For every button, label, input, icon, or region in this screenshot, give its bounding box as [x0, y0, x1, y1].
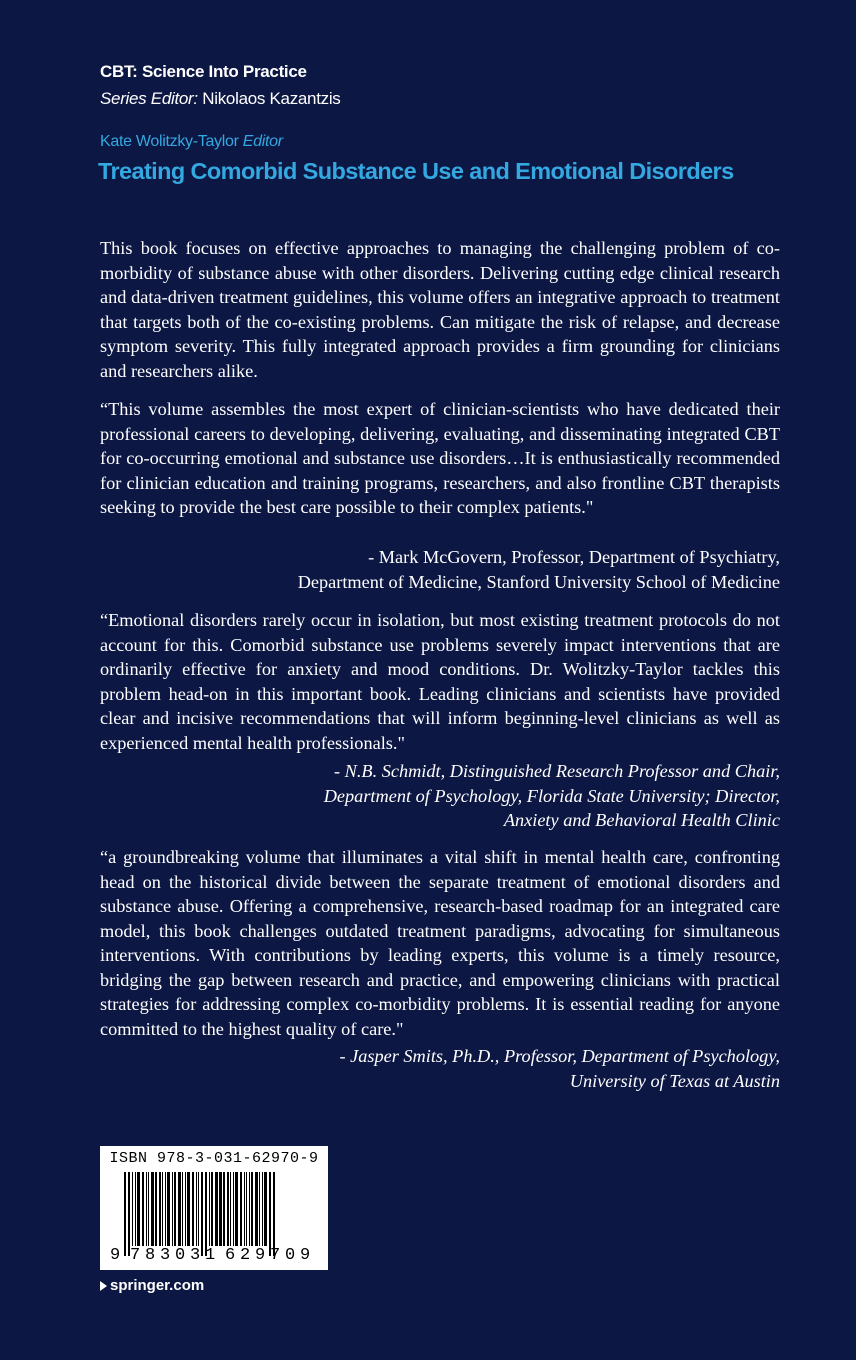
attribution-line: University of Texas at Austin	[569, 1070, 780, 1091]
barcode-bar	[146, 1172, 147, 1246]
barcode-bar	[198, 1172, 199, 1246]
barcode-bar	[215, 1172, 218, 1246]
barcode-bar	[192, 1172, 194, 1246]
barcode-bar	[137, 1172, 140, 1246]
endorsement-quote-2: “Emotional disorders rarely occur in isolation, but most existing treatment protocols do not account for this. Comorbid substance use problems severely impact interventions that are ordinarily effective for anxiety and mood conditions. Dr. Wolitzky-Taylor tackles this problem head-on in this important book. Leading clinicians and scientists have provided clear and incisive recommendations that will inform beginning-level clinicians as well as experienced mental health professionals."	[100, 610, 780, 753]
barcode-bar	[155, 1172, 157, 1246]
barcode-bar	[259, 1172, 260, 1246]
barcode-bar	[273, 1172, 275, 1256]
barcode-bar	[162, 1172, 163, 1246]
barcode-bar	[178, 1172, 181, 1246]
barcode-bar	[172, 1172, 173, 1246]
book-editor-role: Editor	[242, 133, 283, 150]
series-editor-name: Nikolaos Kazantzis	[202, 89, 341, 108]
barcode-bar	[187, 1172, 190, 1246]
attribution-line: - N.B. Schmidt, Distinguished Research Professor and Chair,	[333, 761, 780, 781]
barcode-bar	[209, 1172, 210, 1246]
isbn-barcode	[100, 1146, 328, 1270]
barcode-bar	[230, 1172, 231, 1246]
barcode-bar	[182, 1172, 183, 1246]
springer-link-text: springer.com	[110, 1277, 205, 1294]
endorsement-quote-1: “This volume assembles the most expert of clinician-scientists who have dedicated their professional careers to developing, delivering, evaluating, and disseminating integrated CBT for co-occurring emotional and substance use disorders…It is enthusiastically recommended for clinician education and training programs, researchers, and also frontline CBT therapists seeking to provide the best care possible to their complex patients."	[100, 399, 780, 517]
book-title: Treating Comorbid Substance Use and Emotional Disorders	[98, 158, 734, 184]
endorsement-attribution-3	[100, 1044, 780, 1093]
attribution-line: Department of Psychology, Florida State University; Director,	[323, 785, 780, 806]
barcode-bar	[196, 1172, 197, 1246]
barcode-bar	[246, 1172, 247, 1246]
barcode-bar	[124, 1172, 126, 1256]
barcode-bar	[262, 1172, 263, 1246]
barcode-bar	[148, 1172, 149, 1246]
barcode-bar	[235, 1172, 238, 1246]
isbn-label: ISBN 978-3-031-62970-9	[109, 1150, 319, 1167]
endorsement-attribution-2	[100, 759, 780, 833]
barcode-bar	[233, 1172, 234, 1246]
endorsement-attribution-1	[100, 545, 780, 594]
barcode-bar	[249, 1172, 250, 1246]
barcode-bar	[205, 1172, 207, 1256]
series-title: CBT: Science Into Practice	[100, 62, 307, 81]
barcode-bar	[165, 1172, 166, 1246]
attribution-line: Department of Medicine, Stanford University School of Medicine	[297, 571, 780, 592]
barcode-bar	[167, 1172, 170, 1246]
barcode-bar	[159, 1172, 161, 1246]
book-editor	[100, 133, 283, 151]
barcode-bar	[251, 1172, 253, 1246]
barcode-bar	[244, 1172, 245, 1246]
attribution-line: - Jasper Smits, Ph.D., Professor, Department of Psychology,	[339, 1046, 780, 1066]
book-description: This book focuses on effective approaches to managing the challenging problem of co-morbidity of substance abuse with other disorders. Delivering cutting edge clinical research and data-driven treatment guidelines, this volume offers an integrative approach to treatment that targets both of the co-existing problems. Can mitigate the risk of relapse, and decrease symptom severity. This fully integrated approach provides a firm grounding for clinicians and researchers alike.	[100, 238, 780, 381]
endorsement-quote-3: “a groundbreaking volume that illuminates a vital shift in mental health care, confronting head on the historical divide between the separate treatment of emotional disorders and substance abuse. Offering a comprehensive, research-based roadmap for an integrated care model, this book challenges outdated treatment paradigms, advocating for simultaneous interventions. With contributions by leading experts, this volume is a timely resource, bridging the gap between research and practice, and empowering clinicians with practical strategies for addressing complex co-morbidity problems. It is essential reading for anyone committed to the highest quality of care."	[100, 847, 780, 1039]
attribution-line: Anxiety and Behavioral Health Clinic	[503, 810, 780, 830]
barcode-bar	[128, 1172, 130, 1256]
barcode-bar	[151, 1172, 154, 1246]
barcode-bar	[264, 1172, 267, 1246]
book-editor-name: Kate Wolitzky-Taylor	[100, 133, 239, 150]
barcode-bar	[211, 1172, 213, 1246]
barcode-bar	[219, 1172, 222, 1246]
barcode-bar	[255, 1172, 258, 1246]
barcode-bar	[240, 1172, 242, 1246]
series-editor-role: Series Editor:	[100, 89, 198, 108]
barcode-bar	[227, 1172, 229, 1246]
barcode-bar	[135, 1172, 136, 1246]
arrow-right-icon	[100, 1281, 107, 1291]
barcode-bar	[132, 1172, 133, 1246]
barcode-bar	[185, 1172, 186, 1246]
barcode-bar	[174, 1172, 176, 1246]
barcode-bar	[269, 1172, 271, 1256]
barcode-bar	[223, 1172, 225, 1246]
barcode-lead-digit: 9	[110, 1246, 121, 1265]
series-editor	[100, 89, 341, 109]
barcode-left-digits: 783031	[130, 1246, 221, 1265]
barcode-bar	[142, 1172, 144, 1246]
barcode-right-digits: 629709	[225, 1246, 316, 1265]
barcode-bar	[201, 1172, 203, 1256]
springer-link[interactable]	[100, 1277, 204, 1294]
attribution-line: - Mark McGovern, Professor, Department of Psychiatry,	[368, 547, 780, 567]
